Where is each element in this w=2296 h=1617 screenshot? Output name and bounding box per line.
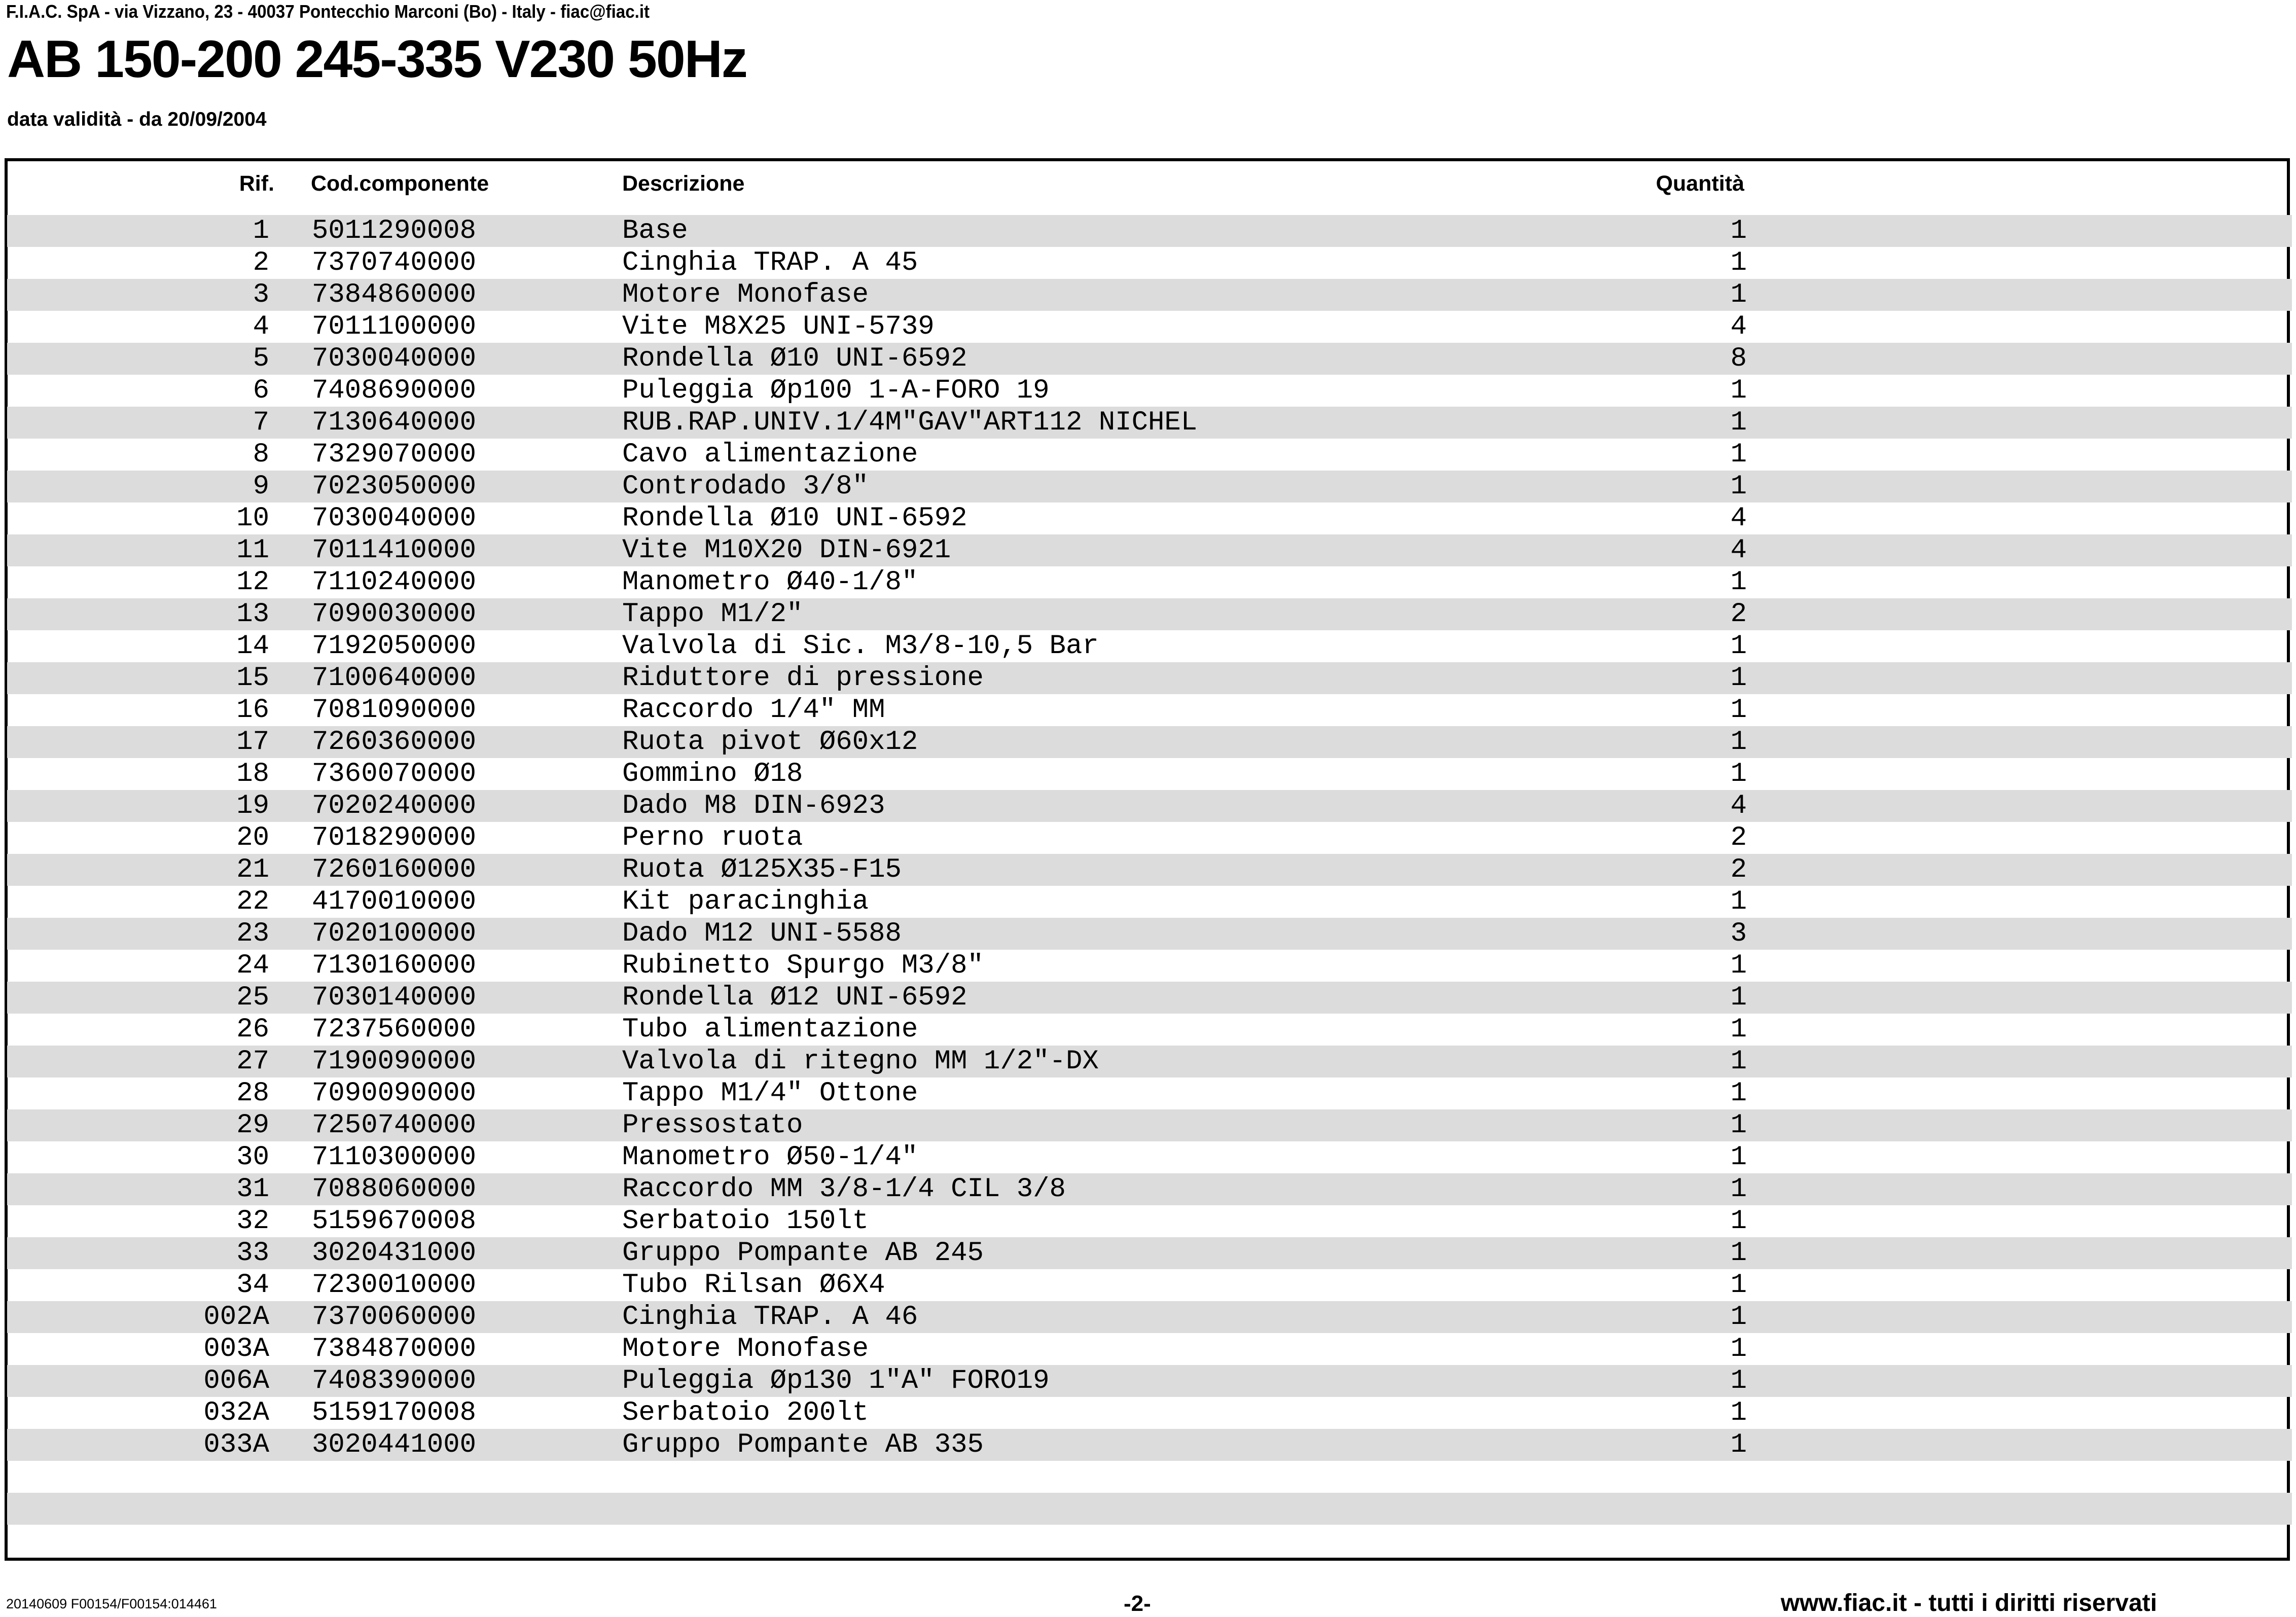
- table-row: [7, 1173, 2292, 1205]
- quantity-cell: 1: [1730, 1078, 1747, 1109]
- code-cell: 7020240000: [312, 790, 477, 821]
- code-cell: 7329070000: [312, 439, 477, 470]
- code-cell: 5159670008: [312, 1206, 477, 1237]
- description-cell: Serbatoio 150lt: [622, 1206, 869, 1237]
- code-cell: 7192050000: [312, 631, 477, 662]
- rif-cell: 17: [236, 727, 269, 758]
- code-cell: 7110300000: [312, 1142, 477, 1173]
- rif-cell: 10: [236, 503, 269, 534]
- quantity-cell: 3: [1730, 918, 1747, 949]
- code-cell: 7408390000: [312, 1366, 477, 1396]
- description-cell: Cinghia TRAP. A 46: [622, 1302, 918, 1333]
- description-cell: Valvola di ritegno MM 1/2"-DX: [622, 1046, 1099, 1077]
- table-row: [7, 854, 2292, 886]
- quantity-cell: 1: [1730, 886, 1747, 917]
- description-cell: Controdado 3/8": [622, 471, 869, 502]
- quantity-cell: 2: [1730, 599, 1747, 630]
- table-row: [7, 982, 2292, 1014]
- quantity-cell: 4: [1730, 503, 1747, 534]
- table-row: [7, 471, 2292, 502]
- document-title: AB 150-200 245-335 V230 50Hz: [7, 30, 747, 89]
- quantity-cell: 1: [1730, 1046, 1747, 1077]
- description-cell: Pressostato: [622, 1110, 803, 1141]
- table-row: [7, 790, 2292, 822]
- table-row: [7, 1301, 2292, 1333]
- table-row: [7, 439, 2292, 471]
- table-row: [7, 918, 2292, 950]
- table-row: [7, 758, 2292, 790]
- quantity-cell: 1: [1730, 215, 1747, 246]
- code-cell: 7110240000: [312, 567, 477, 598]
- rif-cell: 006A: [203, 1366, 269, 1396]
- code-cell: 7260160000: [312, 854, 477, 885]
- code-cell: 7018290000: [312, 822, 477, 853]
- rif-cell: 27: [236, 1046, 269, 1077]
- code-cell: 7090030000: [312, 599, 477, 630]
- parts-table-body: [7, 215, 2292, 1525]
- table-row: [7, 694, 2292, 726]
- quantity-cell: 1: [1730, 439, 1747, 470]
- quantity-cell: 8: [1730, 343, 1747, 374]
- rif-cell: 032A: [203, 1397, 269, 1428]
- description-cell: Tappo M1/2": [622, 599, 803, 630]
- rif-cell: 22: [236, 886, 269, 917]
- description-cell: Rubinetto Spurgo M3/8": [622, 950, 984, 981]
- table-row: [7, 950, 2292, 982]
- table-row: [7, 662, 2292, 694]
- table-row: [7, 375, 2292, 407]
- rif-cell: 3: [253, 279, 269, 310]
- empty-row: [7, 1493, 2292, 1525]
- description-cell: Vite M8X25 UNI-5739: [622, 311, 935, 342]
- description-cell: Rondella Ø12 UNI-6592: [622, 982, 967, 1013]
- rif-cell: 23: [236, 918, 269, 949]
- code-cell: 7011410000: [312, 535, 477, 566]
- description-cell: Gommino Ø18: [622, 759, 803, 789]
- quantity-cell: 1: [1730, 663, 1747, 694]
- quantity-cell: 1: [1730, 471, 1747, 502]
- table-row: [7, 630, 2292, 662]
- code-cell: 7130160000: [312, 950, 477, 981]
- rif-cell: 11: [236, 535, 269, 566]
- description-cell: Perno ruota: [622, 822, 803, 853]
- code-cell: 7230010000: [312, 1270, 477, 1301]
- description-cell: Puleggia Øp100 1-A-FORO 19: [622, 375, 1050, 406]
- rif-cell: 25: [236, 982, 269, 1013]
- rif-cell: 9: [253, 471, 269, 502]
- quantity-cell: 1: [1730, 759, 1747, 789]
- table-row: [7, 1141, 2292, 1173]
- rif-cell: 30: [236, 1142, 269, 1173]
- code-cell: 7130640000: [312, 407, 477, 438]
- table-row: [7, 598, 2292, 630]
- column-header-rif: Rif.: [239, 171, 274, 196]
- column-header-code: Cod.componente: [311, 171, 489, 196]
- table-row: [7, 566, 2292, 598]
- rif-cell: 24: [236, 950, 269, 981]
- table-row: [7, 534, 2292, 566]
- table-row: [7, 1077, 2292, 1109]
- description-cell: Manometro Ø40-1/8": [622, 567, 918, 598]
- table-row: [7, 1237, 2292, 1269]
- code-cell: 5159170008: [312, 1397, 477, 1428]
- rif-cell: 5: [253, 343, 269, 374]
- quantity-cell: 1: [1730, 950, 1747, 981]
- description-cell: Riduttore di pressione: [622, 663, 984, 694]
- quantity-cell: 2: [1730, 822, 1747, 853]
- rif-cell: 20: [236, 822, 269, 853]
- description-cell: Motore Monofase: [622, 1334, 869, 1364]
- code-cell: 7384860000: [312, 279, 477, 310]
- rif-cell: 31: [236, 1174, 269, 1205]
- quantity-cell: 1: [1730, 631, 1747, 662]
- quantity-cell: 1: [1730, 1142, 1747, 1173]
- document-reference: 20140609 F00154/F00154:014461: [6, 1596, 217, 1611]
- copyright-notice: www.fiac.it - tutti i diritti riservati: [1780, 1590, 2157, 1616]
- rif-cell: 002A: [203, 1302, 269, 1333]
- quantity-cell: 1: [1730, 727, 1747, 758]
- quantity-cell: 1: [1730, 982, 1747, 1013]
- code-cell: 7081090000: [312, 695, 477, 726]
- code-cell: 7088060000: [312, 1174, 477, 1205]
- description-cell: Kit paracinghia: [622, 886, 869, 917]
- code-cell: 7190090000: [312, 1046, 477, 1077]
- description-cell: Motore Monofase: [622, 279, 869, 310]
- quantity-cell: 1: [1730, 695, 1747, 726]
- quantity-cell: 1: [1730, 567, 1747, 598]
- table-row: [7, 1397, 2292, 1429]
- quantity-cell: 1: [1730, 1429, 1747, 1460]
- quantity-cell: 1: [1730, 1174, 1747, 1205]
- table-row: [7, 1333, 2292, 1365]
- table-row: [7, 726, 2292, 758]
- quantity-cell: 1: [1730, 279, 1747, 310]
- code-cell: 7020100000: [312, 918, 477, 949]
- description-cell: Ruota pivot Ø60x12: [622, 727, 918, 758]
- quantity-cell: 2: [1730, 854, 1747, 885]
- code-cell: 7030040000: [312, 343, 477, 374]
- quantity-cell: 1: [1730, 1206, 1747, 1237]
- table-row: [7, 1205, 2292, 1237]
- rif-cell: 33: [236, 1238, 269, 1269]
- code-cell: 7023050000: [312, 471, 477, 502]
- code-cell: 7408690000: [312, 375, 477, 406]
- quantity-cell: 1: [1730, 1302, 1747, 1333]
- description-cell: Manometro Ø50-1/4": [622, 1142, 918, 1173]
- description-cell: Dado M8 DIN-6923: [622, 790, 885, 821]
- description-cell: RUB.RAP.UNIV.1/4M"GAV"ART112 NICHEL: [622, 407, 1198, 438]
- code-cell: 7384870000: [312, 1334, 477, 1364]
- description-cell: Vite M10X20 DIN-6921: [622, 535, 951, 566]
- quantity-cell: 4: [1730, 790, 1747, 821]
- description-cell: Tappo M1/4" Ottone: [622, 1078, 918, 1109]
- validity-date: data validità - da 20/09/2004: [7, 109, 267, 130]
- description-cell: Raccordo 1/4" MM: [622, 695, 885, 726]
- page-number: -2-: [1124, 1591, 1151, 1616]
- code-cell: 7237560000: [312, 1014, 477, 1045]
- description-cell: Puleggia Øp130 1"A" FORO19: [622, 1366, 1050, 1396]
- description-cell: Tubo alimentazione: [622, 1014, 918, 1045]
- rif-cell: 18: [236, 759, 269, 789]
- code-cell: 7370740000: [312, 247, 477, 278]
- table-row: [7, 1365, 2292, 1397]
- table-row: [7, 279, 2292, 311]
- table-row: [7, 247, 2292, 279]
- description-cell: Ruota Ø125X35-F15: [622, 854, 902, 885]
- rif-cell: 34: [236, 1270, 269, 1301]
- rif-cell: 14: [236, 631, 269, 662]
- rif-cell: 033A: [203, 1429, 269, 1460]
- code-cell: 7090090000: [312, 1078, 477, 1109]
- table-row: [7, 1429, 2292, 1461]
- description-cell: Tubo Rilsan Ø6X4: [622, 1270, 885, 1301]
- code-cell: 7030040000: [312, 503, 477, 534]
- quantity-cell: 1: [1730, 1366, 1747, 1396]
- code-cell: 7260360000: [312, 727, 477, 758]
- rif-cell: 6: [253, 375, 269, 406]
- code-cell: 4170010000: [312, 886, 477, 917]
- rif-cell: 16: [236, 695, 269, 726]
- rif-cell: 8: [253, 439, 269, 470]
- rif-cell: 7: [253, 407, 269, 438]
- table-row: [7, 1269, 2292, 1301]
- quantity-cell: 4: [1730, 535, 1747, 566]
- table-row: [7, 407, 2292, 439]
- quantity-cell: 1: [1730, 1014, 1747, 1045]
- table-row: [7, 1046, 2292, 1077]
- table-row: [7, 215, 2292, 247]
- code-cell: 7030140000: [312, 982, 477, 1013]
- quantity-cell: 1: [1730, 407, 1747, 438]
- rif-cell: 15: [236, 663, 269, 694]
- table-row: [7, 343, 2292, 375]
- quantity-cell: 1: [1730, 375, 1747, 406]
- table-row: [7, 311, 2292, 343]
- table-row: [7, 1014, 2292, 1046]
- empty-row: [7, 1461, 2292, 1493]
- description-cell: Cinghia TRAP. A 45: [622, 247, 918, 278]
- rif-cell: 4: [253, 311, 269, 342]
- description-cell: Dado M12 UNI-5588: [622, 918, 902, 949]
- code-cell: 7360070000: [312, 759, 477, 789]
- table-row: [7, 886, 2292, 918]
- code-cell: 7250740000: [312, 1110, 477, 1141]
- column-header-quantity: Quantità: [1656, 171, 1744, 196]
- table-row: [7, 1109, 2292, 1141]
- quantity-cell: 1: [1730, 247, 1747, 278]
- quantity-cell: 1: [1730, 1397, 1747, 1428]
- description-cell: Gruppo Pompante AB 245: [622, 1238, 984, 1269]
- description-cell: Valvola di Sic. M3/8-10,5 Bar: [622, 631, 1099, 662]
- rif-cell: 32: [236, 1206, 269, 1237]
- rif-cell: 21: [236, 854, 269, 885]
- quantity-cell: 4: [1730, 311, 1747, 342]
- quantity-cell: 1: [1730, 1110, 1747, 1141]
- rif-cell: 26: [236, 1014, 269, 1045]
- quantity-cell: 1: [1730, 1270, 1747, 1301]
- description-cell: Base: [622, 215, 688, 246]
- code-cell: 7011100000: [312, 311, 477, 342]
- quantity-cell: 1: [1730, 1334, 1747, 1364]
- code-cell: 3020431000: [312, 1238, 477, 1269]
- code-cell: 5011290008: [312, 215, 477, 246]
- description-cell: Cavo alimentazione: [622, 439, 918, 470]
- rif-cell: 13: [236, 599, 269, 630]
- rif-cell: 29: [236, 1110, 269, 1141]
- description-cell: Rondella Ø10 UNI-6592: [622, 503, 967, 534]
- description-cell: Gruppo Pompante AB 335: [622, 1429, 984, 1460]
- description-cell: Rondella Ø10 UNI-6592: [622, 343, 967, 374]
- table-row: [7, 822, 2292, 854]
- rif-cell: 12: [236, 567, 269, 598]
- rif-cell: 1: [253, 215, 269, 246]
- quantity-cell: 1: [1730, 1238, 1747, 1269]
- code-cell: 7370060000: [312, 1302, 477, 1333]
- column-header-description: Descrizione: [622, 171, 745, 196]
- code-cell: 3020441000: [312, 1429, 477, 1460]
- rif-cell: 19: [236, 790, 269, 821]
- rif-cell: 003A: [203, 1334, 269, 1364]
- code-cell: 7100640000: [312, 663, 477, 694]
- rif-cell: 2: [253, 247, 269, 278]
- description-cell: Raccordo MM 3/8-1/4 CIL 3/8: [622, 1174, 1066, 1205]
- company-address: F.I.A.C. SpA - via Vizzano, 23 - 40037 Pontecchio Marconi (Bo) - Italy - fiac@fiac.it: [6, 1, 650, 22]
- description-cell: Serbatoio 200lt: [622, 1397, 869, 1428]
- table-row: [7, 502, 2292, 534]
- rif-cell: 28: [236, 1078, 269, 1109]
